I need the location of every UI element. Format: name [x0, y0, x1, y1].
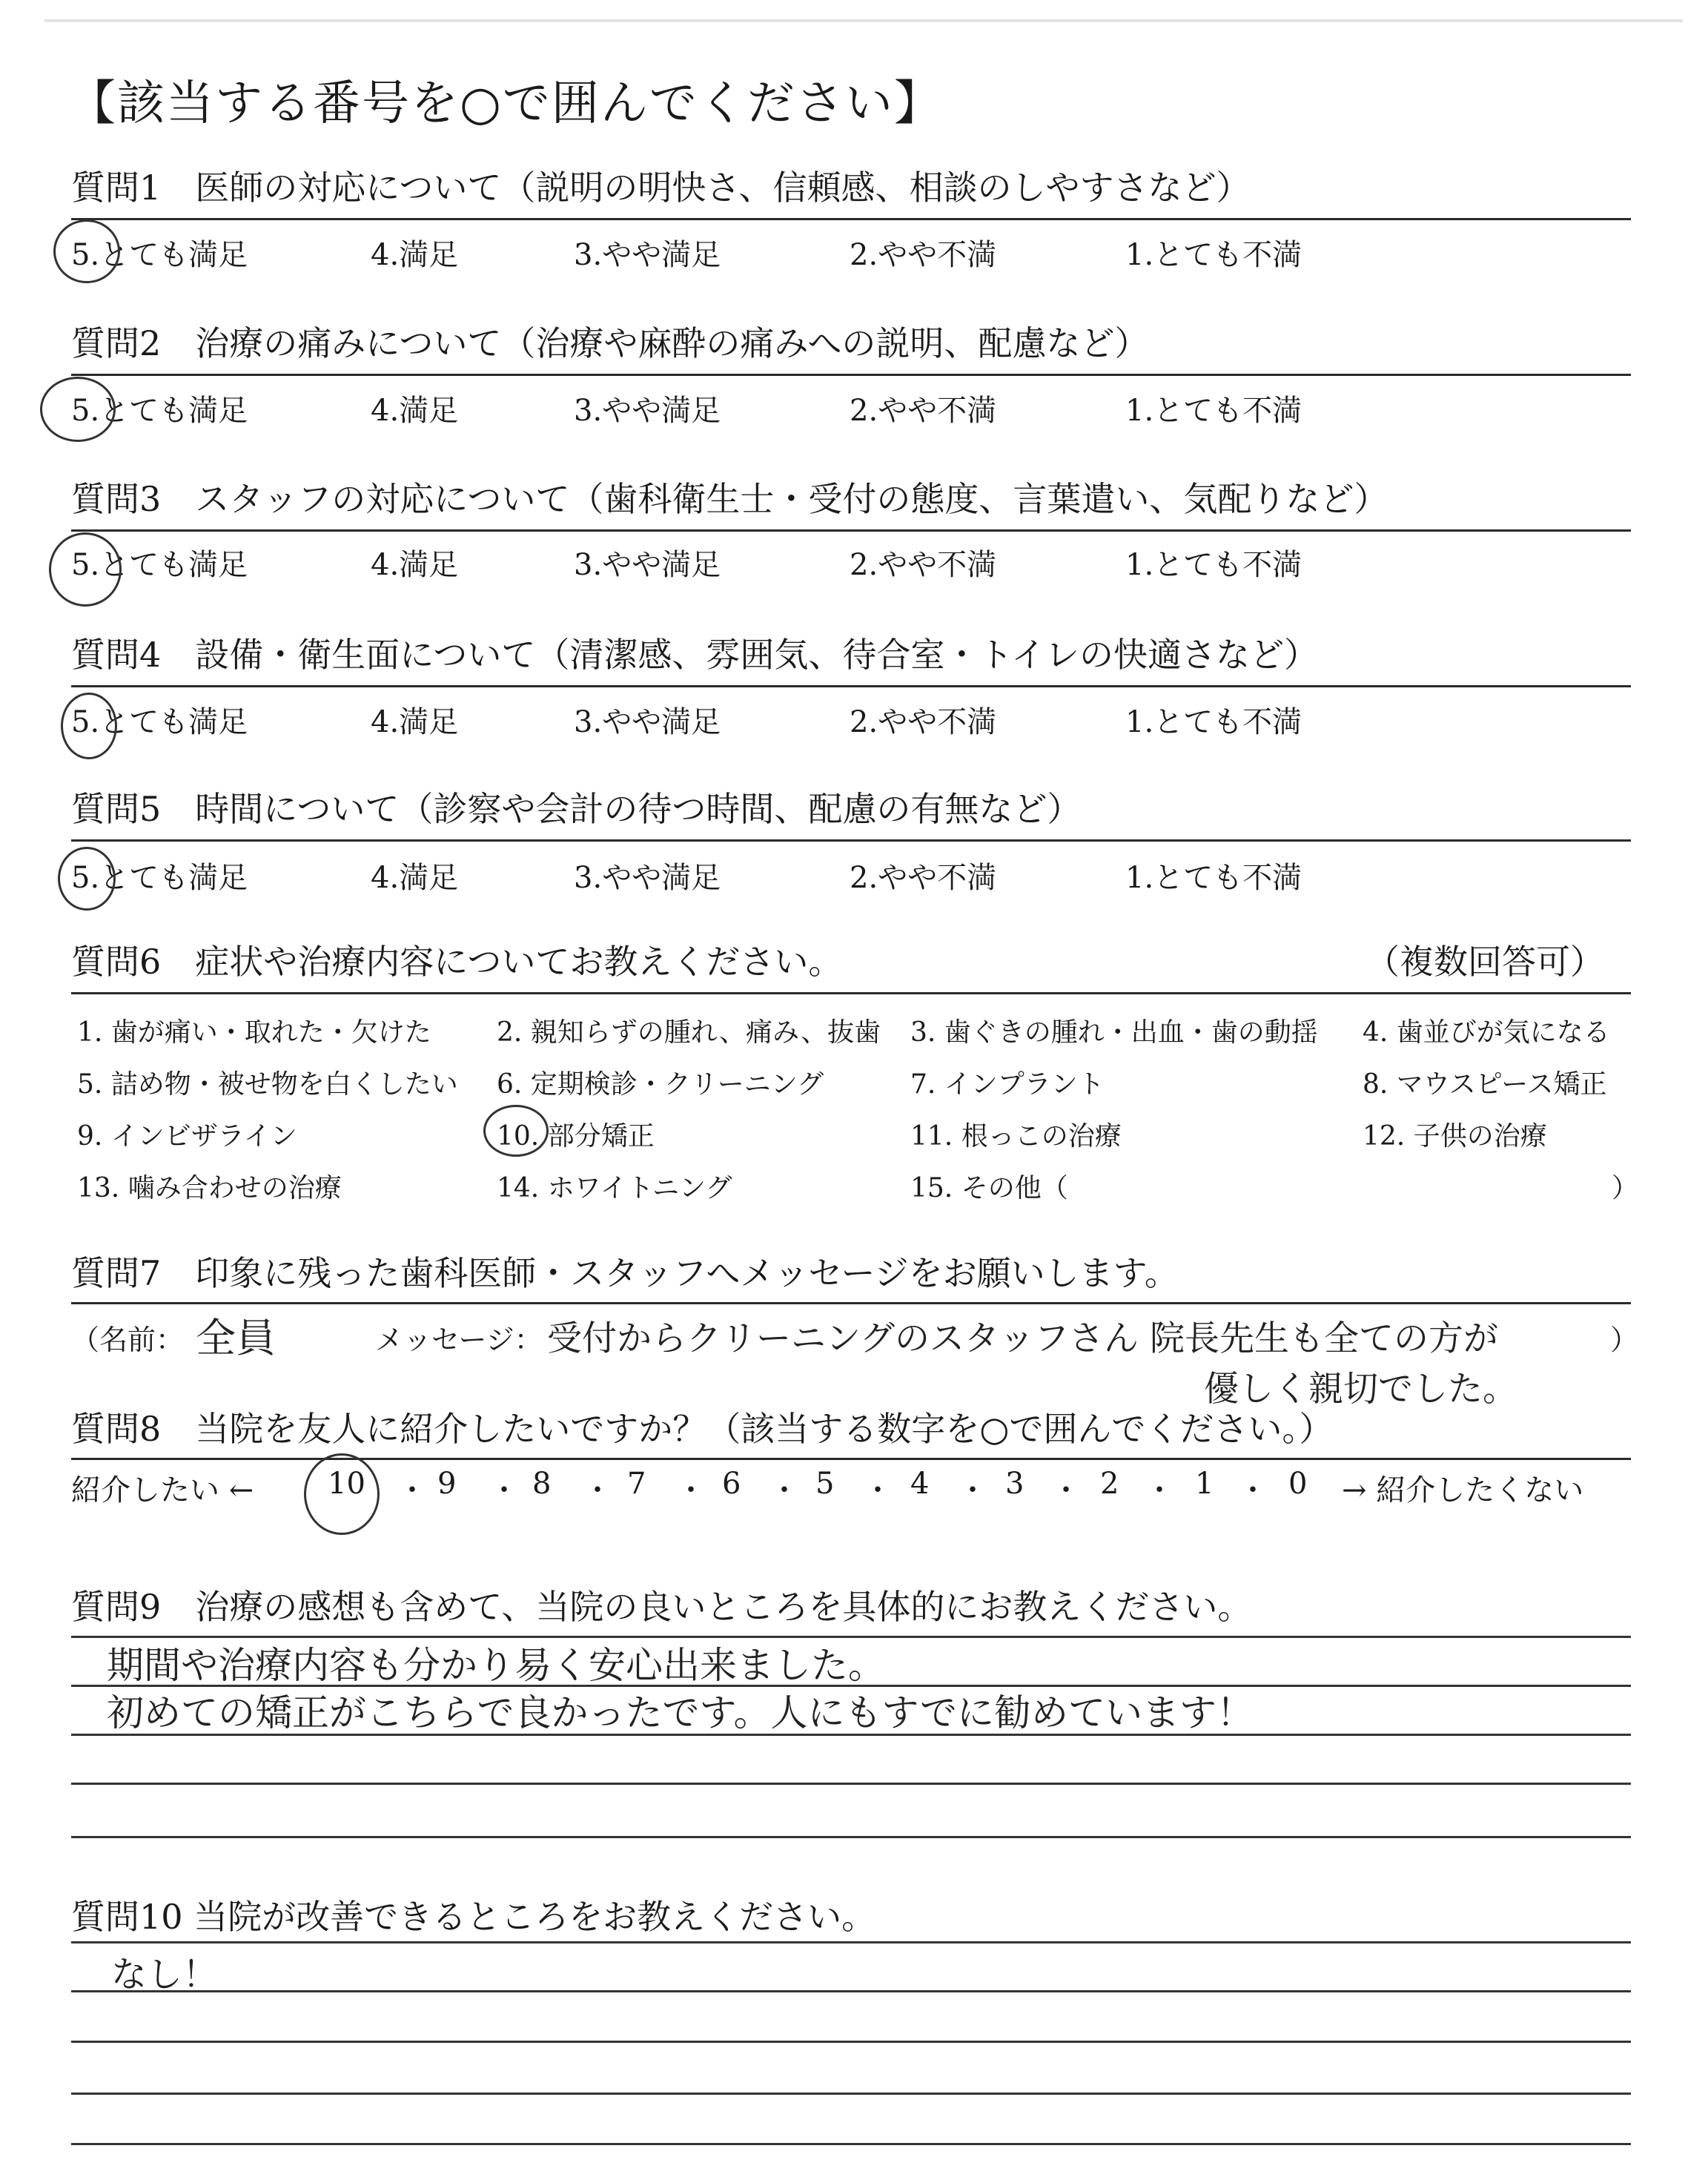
option-1[interactable]: 1.とても不満: [1125, 548, 1302, 582]
symptom-option-3[interactable]: 3. 歯ぐきの腫れ・出血・歯の動揺: [910, 1017, 1318, 1048]
option-2[interactable]: 2.やや不満: [850, 861, 997, 895]
option-4[interactable]: 4.満足: [371, 548, 459, 582]
symptom-option-4[interactable]: 4. 歯並びが気になる: [1363, 1017, 1610, 1048]
scale-dot: ・: [489, 1473, 519, 1507]
option-3[interactable]: 3.やや満足: [574, 394, 721, 428]
scale-5[interactable]: 5: [815, 1467, 835, 1501]
question-10-title: 質問10 当院が改善できるところをお教えください。: [71, 1897, 876, 1937]
option-4[interactable]: 4.満足: [371, 861, 459, 895]
question-2-title: 質問2 治療の痛みについて（治療や麻酔の痛みへの説明、配慮など）: [71, 323, 1149, 363]
question-8: [71, 1406, 1631, 1452]
question-7-title: 質問7 印象に残った歯科医師・スタッフへメッセージをお願いします。: [71, 1253, 1179, 1293]
option-5[interactable]: 5.とても満足: [71, 548, 248, 582]
answer-rule: [71, 2041, 1631, 2043]
symptom-option-7[interactable]: 7. インプラント: [910, 1069, 1105, 1100]
top-border: [44, 19, 1683, 22]
option-3[interactable]: 3.やや満足: [574, 705, 721, 739]
other-close-paren: ）: [1612, 1173, 1639, 1203]
question-4-rule: [71, 685, 1631, 687]
option-1[interactable]: 1.とても不満: [1125, 861, 1302, 895]
answer-rule: [71, 1783, 1631, 1785]
selection-circle: [53, 219, 120, 283]
option-4[interactable]: 4.満足: [371, 394, 459, 428]
scale-dot: ・: [1145, 1473, 1174, 1507]
scale-dot: ・: [1238, 1473, 1268, 1507]
scale-dot: ・: [958, 1473, 987, 1507]
option-2[interactable]: 2.やや不満: [850, 394, 997, 428]
option-5[interactable]: 5.とても満足: [71, 705, 248, 739]
scale-9[interactable]: 9: [437, 1467, 457, 1501]
symptom-option-1[interactable]: 1. 歯が痛い・取れた・欠けた: [77, 1017, 431, 1048]
question-3-title: 質問3 スタッフの対応について（歯科衛生士・受付の態度、言葉遣い、気配りなど）: [71, 479, 1388, 519]
q9-answer-line-1[interactable]: 期間や治療内容も分かり易く安心出来ました。: [107, 1644, 885, 1687]
scale-2[interactable]: 2: [1100, 1467, 1119, 1501]
symptom-option-2[interactable]: 2. 親知らずの腫れ、痛み、抜歯: [497, 1017, 881, 1048]
question-1-rule: [71, 218, 1631, 220]
scale-3[interactable]: 3: [1005, 1467, 1025, 1501]
name-value[interactable]: 全員: [196, 1315, 276, 1361]
message-label: メッセージ：: [375, 1324, 543, 1356]
question-3-rule: [71, 529, 1631, 532]
recommend-right-label: → 紹介したくない: [1342, 1473, 1584, 1507]
option-1[interactable]: 1.とても不満: [1125, 705, 1302, 739]
question-2-options: [71, 387, 1631, 429]
question-4: [71, 632, 1631, 739]
option-2[interactable]: 2.やや不満: [850, 705, 997, 739]
scale-1[interactable]: 1: [1195, 1467, 1214, 1501]
scale-0[interactable]: 0: [1288, 1467, 1308, 1501]
symptom-option-10[interactable]: 10. 部分矯正: [497, 1121, 655, 1152]
question-2-rule: [71, 374, 1631, 376]
scale-dot: ・: [863, 1473, 893, 1507]
selection-circle: [58, 847, 116, 911]
scale-dot: ・: [583, 1473, 612, 1507]
scale-10[interactable]: 10: [328, 1467, 365, 1501]
scale-dot: ・: [769, 1473, 799, 1507]
question-5: [71, 786, 1631, 895]
q9-answer-line-2[interactable]: 初めての矯正がこちらで良かったです。人にもすでに勧めています！: [107, 1691, 1254, 1734]
question-6-title: 質問6 症状や治療内容についてお教えください。: [71, 942, 843, 982]
option-4[interactable]: 4.満足: [371, 705, 459, 739]
symptom-option-14[interactable]: 14. ホワイトニング: [497, 1173, 732, 1203]
question-1: [71, 165, 1631, 272]
question-4-title: 質問4 設備・衛生面について（清潔感、雰囲気、待合室・トイレの快適さなど）: [71, 635, 1319, 675]
question-1-options: [71, 231, 1631, 273]
question-6: [71, 939, 1631, 985]
question-7-rule: [71, 1302, 1631, 1304]
question-10: [71, 1894, 1631, 1940]
message-line-1[interactable]: 受付からクリーニングのスタッフさん 院長先生も全ての方が: [547, 1318, 1498, 1359]
question-4-options: [71, 698, 1631, 740]
option-5[interactable]: 5.とても満足: [71, 394, 248, 428]
option-4[interactable]: 4.満足: [371, 238, 459, 272]
symptom-option-11[interactable]: 11. 根っこの治療: [910, 1121, 1122, 1152]
scale-4[interactable]: 4: [910, 1467, 930, 1501]
symptom-option-8[interactable]: 8. マウスピース矯正: [1363, 1069, 1607, 1100]
question-1-title: 質問1 医師の対応について（説明の明快さ、信頼感、相談のしやすさなど）: [71, 168, 1251, 208]
scale-dot: ・: [1051, 1473, 1081, 1507]
message-close-paren: ）: [1610, 1324, 1639, 1356]
answer-rule: [71, 1990, 1631, 1992]
option-1[interactable]: 1.とても不満: [1125, 394, 1302, 428]
question-5-options: [71, 854, 1631, 896]
question-9-title: 質問9 治療の感想も含めて、当院の良いところを具体的にお教えください。: [71, 1587, 1252, 1627]
scale-dot: ・: [397, 1473, 427, 1507]
question-9: [71, 1584, 1631, 1630]
option-2[interactable]: 2.やや不満: [850, 238, 997, 272]
question-6-rule: [71, 992, 1631, 994]
message-line-2[interactable]: 優しく親切でした。: [1204, 1369, 1517, 1410]
option-5[interactable]: 5.とても満足: [71, 861, 248, 895]
answer-rule: [71, 1941, 1631, 1943]
option-3[interactable]: 3.やや満足: [574, 861, 721, 895]
scale-dot: ・: [676, 1473, 706, 1507]
symptom-option-5[interactable]: 5. 詰め物・被せ物を白くしたい: [77, 1069, 458, 1100]
form-header: 【該当する番号を○で囲んでください】: [68, 76, 943, 131]
selection-circle: [49, 532, 122, 607]
option-1[interactable]: 1.とても不満: [1125, 238, 1302, 272]
question-8-title: 質問8 当院を友人に紹介したいですか？（該当する数字を○で囲んでください。）: [71, 1409, 1334, 1449]
symptom-option-9[interactable]: 9. インビザライン: [77, 1121, 297, 1152]
recommend-left-label: 紹介したい ←: [71, 1473, 254, 1507]
symptom-option-6[interactable]: 6. 定期検診・クリーニング: [497, 1069, 824, 1100]
option-3[interactable]: 3.やや満足: [574, 548, 721, 582]
selection-circle: [61, 693, 117, 759]
answer-rule: [71, 2143, 1631, 2145]
answer-rule: [71, 2093, 1631, 2095]
option-5[interactable]: 5.とても満足: [71, 238, 248, 272]
symptom-option-12[interactable]: 12. 子供の治療: [1363, 1121, 1547, 1152]
question-5-title: 質問5 時間について（診察や会計の待つ時間、配慮の有無など）: [71, 789, 1082, 829]
question-8-rule: [71, 1458, 1631, 1460]
scale-8[interactable]: 8: [532, 1467, 552, 1501]
question-3-options: [71, 541, 1631, 583]
option-3[interactable]: 3.やや満足: [574, 238, 721, 272]
selection-circle: [483, 1105, 549, 1157]
question-6-note: （複数回答可）: [1366, 942, 1604, 982]
answer-rule: [71, 1836, 1631, 1838]
q10-answer[interactable]: なし！: [111, 1954, 219, 1995]
option-2[interactable]: 2.やや不満: [850, 548, 997, 582]
question-5-rule: [71, 839, 1631, 842]
question-7: [71, 1250, 1631, 1296]
question-2: [71, 320, 1631, 428]
selection-circle: [304, 1453, 380, 1535]
selection-circle: [40, 377, 116, 442]
scale-6[interactable]: 6: [722, 1467, 741, 1501]
name-label: （名前：: [71, 1324, 185, 1356]
scale-7[interactable]: 7: [627, 1467, 646, 1501]
symptom-option-13[interactable]: 13. 噛み合わせの治療: [77, 1173, 342, 1203]
question-3: [71, 476, 1631, 582]
symptom-option-15[interactable]: 15. その他（: [910, 1173, 1068, 1203]
